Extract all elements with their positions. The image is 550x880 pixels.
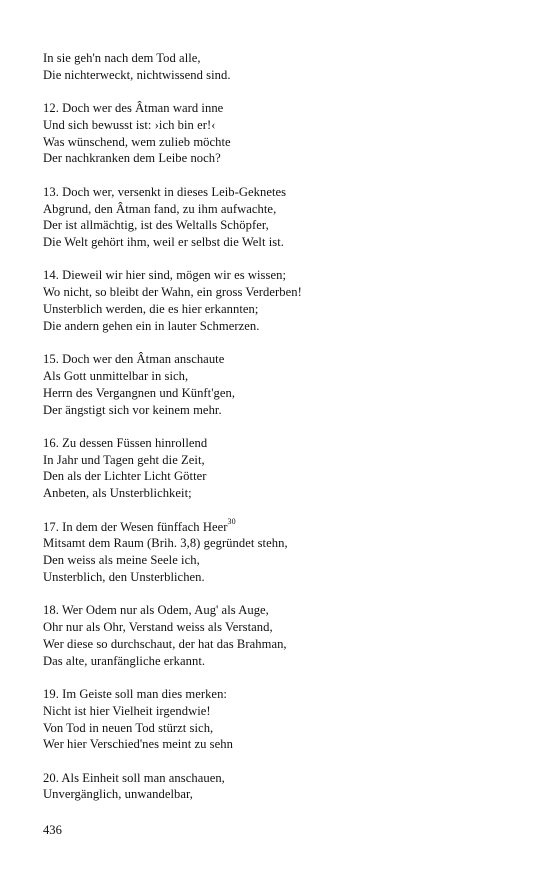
- verse-line: Wer diese so durchschaut, der hat das Brahman,: [43, 636, 287, 651]
- stanza-15: [43, 351, 513, 418]
- verse-line: 18. Wer Odem nur als Odem, Aug' als Auge,: [43, 603, 269, 618]
- stanza-12: [43, 100, 513, 167]
- verse-line: Unvergänglich, unwandelbar,: [43, 787, 193, 802]
- verse-line: 15. Doch wer den Âtman anschaute: [43, 352, 225, 367]
- verse-line: In sie geh'n nach dem Tod alle,: [43, 51, 201, 65]
- page-number: 436: [43, 823, 62, 837]
- verse-line: Die nichterweckt, nichtwissend sind.: [43, 67, 231, 82]
- verse-line: Der nachkranken dem Leibe noch?: [43, 151, 221, 166]
- verse-line: Wer hier Verschied'nes meint zu sehn: [43, 737, 233, 752]
- stanza-18: [43, 602, 513, 669]
- verse-line-text: 17. In dem der Wesen fünffach Heer: [43, 519, 228, 534]
- verse-line: Was wünschend, wem zulieb möchte: [43, 134, 231, 149]
- stanza-13: [43, 184, 513, 251]
- verse-line: In Jahr und Tagen geht die Zeit,: [43, 452, 205, 467]
- verse-line: 12. Doch wer des Âtman ward inne: [43, 101, 224, 116]
- verse-line: Unsterblich werden, die es hier erkannten;: [43, 302, 259, 317]
- verse-line: Ohr nur als Ohr, Verstand weiss als Verstand,: [43, 620, 273, 635]
- verse-line: Den weiss als meine Seele ich,: [43, 553, 200, 568]
- verse-line: 14. Dieweil wir hier sind, mögen wir es wissen;: [43, 268, 286, 283]
- verse-line: Von Tod in neuen Tod stürzt sich,: [43, 720, 214, 735]
- verse-line: 20. Als Einheit soll man anschauen,: [43, 770, 225, 785]
- stanza-20: [43, 770, 513, 804]
- verse-line: Den als der Lichter Licht Götter: [43, 469, 207, 484]
- verse-line: Die andern gehen ein in lauter Schmerzen.: [43, 318, 260, 333]
- stanza-16: [43, 435, 513, 502]
- verse-line: Wo nicht, so bleibt der Wahn, ein gross Verderben!: [43, 285, 302, 300]
- verse-line: Die Welt gehört ihm, weil er selbst die Welt ist.: [43, 235, 284, 250]
- verse-line: Anbeten, als Unsterblichkeit;: [43, 486, 192, 501]
- stanza-14: [43, 267, 513, 334]
- verse-line: Nicht ist hier Vielheit irgendwie!: [43, 703, 211, 718]
- stanza-continuation: [43, 50, 513, 84]
- verse-line: 13. Doch wer, versenkt in dieses Leib-Geknetes: [43, 184, 287, 199]
- verse-line: Unsterblich, den Unsterblichen.: [43, 569, 205, 584]
- verse-line: Als Gott unmittelbar in sich,: [43, 368, 189, 383]
- stanza-19: [43, 686, 513, 753]
- verse-line: Das alte, uranfängliche erkannt.: [43, 653, 206, 668]
- poem-text: [43, 50, 513, 820]
- verse-line: Herrn des Vergangnen und Künft'gen,: [43, 385, 236, 400]
- verse-line: Der ist allmächtig, ist des Weltalls Schöpfer,: [43, 218, 269, 233]
- verse-line: Abgrund, den Âtman fand, zu ihm aufwachte,: [43, 201, 277, 216]
- verse-line: Der ängstigt sich vor keinem mehr.: [43, 402, 222, 417]
- verse-line: 16. Zu dessen Füssen hinrollend: [43, 435, 208, 450]
- footnote-reference: 30: [227, 517, 236, 527]
- verse-line: Und sich bewusst ist: ›ich bin er!‹: [43, 117, 216, 132]
- verse-line: [43, 519, 513, 536]
- verse-line: 19. Im Geiste soll man dies merken:: [43, 686, 227, 701]
- verse-line: Mitsamt dem Raum (Brih. 3,8) gegründet stehn,: [43, 536, 288, 551]
- stanza-17: [43, 519, 513, 586]
